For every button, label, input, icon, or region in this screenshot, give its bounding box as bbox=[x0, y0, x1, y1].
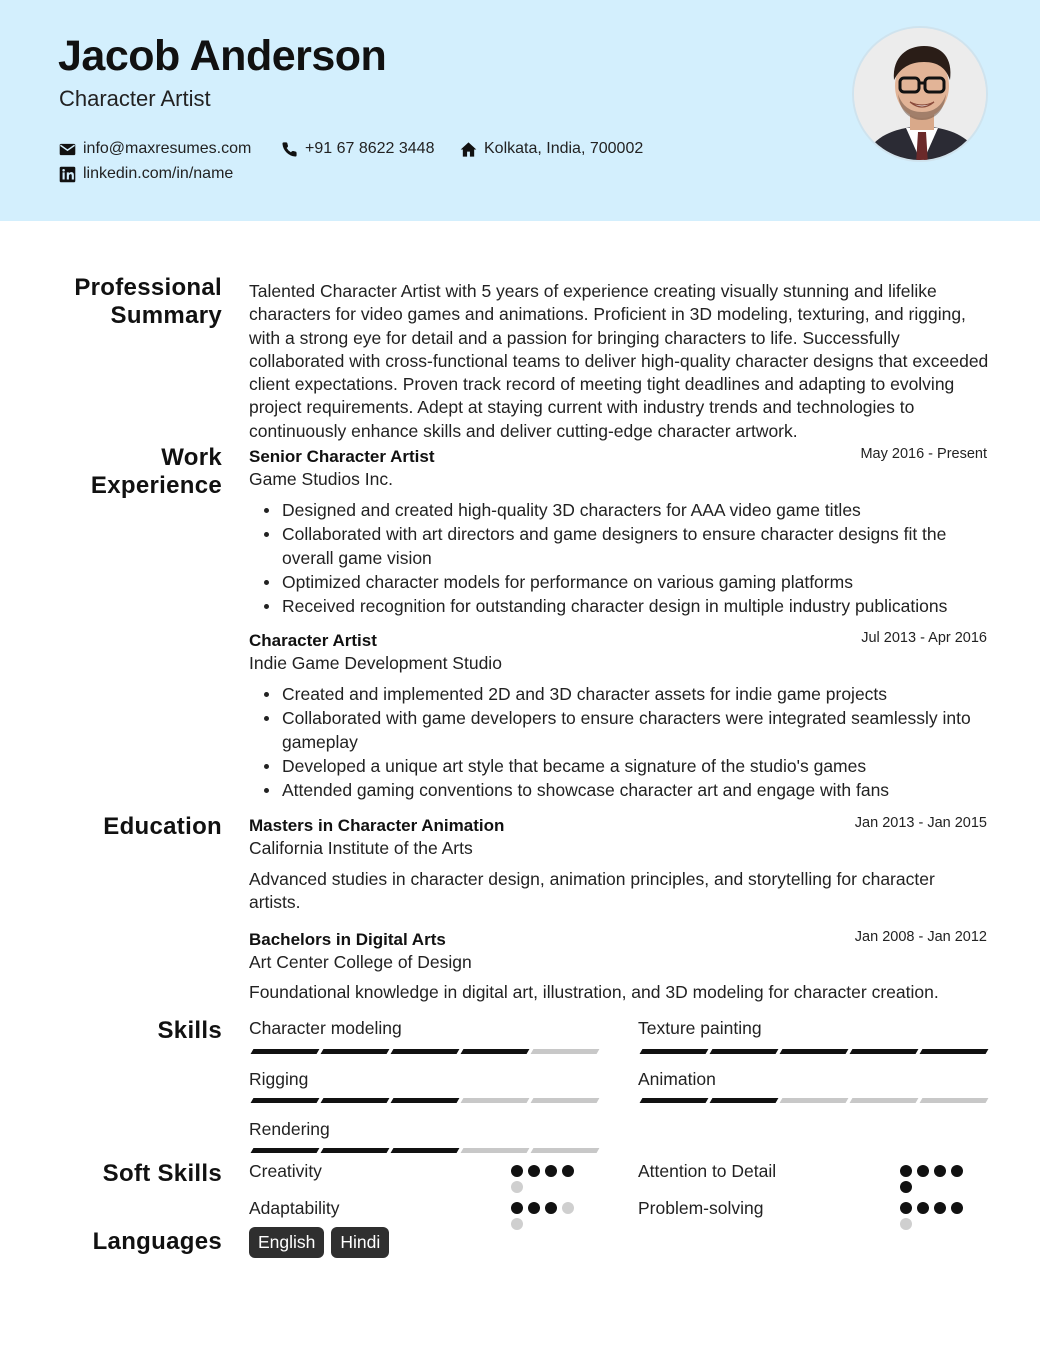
skill-level-segment bbox=[461, 1049, 530, 1054]
list-item: Designed and created high-quality 3D characters for AAA video game titles bbox=[282, 498, 992, 522]
job-date: Jul 2013 - Apr 2016 bbox=[861, 630, 987, 646]
skill-level-segment bbox=[461, 1098, 530, 1103]
section-title-work bbox=[91, 444, 222, 500]
list-item: Developed a unique art style that became a signature of the studio's games bbox=[282, 754, 992, 778]
degree-date: Jan 2008 - Jan 2012 bbox=[854, 929, 987, 945]
contact-email[interactable] bbox=[59, 140, 251, 158]
skill-level-segment bbox=[251, 1148, 320, 1153]
soft-skill-name: Problem-solving bbox=[638, 1198, 764, 1218]
rating-dot bbox=[900, 1165, 912, 1177]
skill-level-segment bbox=[780, 1098, 849, 1103]
rating-dot bbox=[934, 1202, 946, 1214]
skill-level-segment bbox=[920, 1049, 989, 1054]
rating-dot bbox=[511, 1181, 523, 1193]
phone-icon bbox=[281, 141, 298, 158]
soft-skill-name: Attention to Detail bbox=[638, 1161, 777, 1181]
rating-dot bbox=[511, 1202, 523, 1214]
skill-level-segment bbox=[321, 1049, 390, 1054]
rating-dot bbox=[528, 1165, 540, 1177]
skill-level-segment bbox=[321, 1148, 390, 1153]
candidate-title: Character Artist bbox=[59, 86, 211, 111]
degree-desc: Advanced studies in character design, animation principles, and storytelling for character artists. bbox=[249, 869, 935, 913]
degree-date: Jan 2013 - Jan 2015 bbox=[854, 815, 987, 831]
language-tag: English bbox=[249, 1227, 324, 1258]
rating-dot bbox=[900, 1218, 912, 1230]
skill-name: Character modeling bbox=[249, 1018, 402, 1038]
list-item: Attended gaming conventions to showcase character art and engage with fans bbox=[282, 778, 992, 802]
rating-dot bbox=[900, 1202, 912, 1214]
rating-dot bbox=[562, 1202, 574, 1214]
contact-phone[interactable] bbox=[281, 140, 434, 158]
list-item: Collaborated with art directors and game designers to ensure character designs fit the overall game vision bbox=[282, 522, 992, 570]
skill-level-segment bbox=[321, 1098, 390, 1103]
soft-skill-rating bbox=[900, 1202, 972, 1230]
summary-title-line2: Summary bbox=[110, 302, 222, 329]
summary-title-line1: Professional bbox=[74, 274, 222, 301]
contact-address bbox=[460, 140, 643, 158]
skill-level-segment bbox=[850, 1098, 919, 1103]
section-title-languages: Languages bbox=[92, 1228, 222, 1255]
skill-level-bar bbox=[641, 1098, 987, 1103]
degree-title: Bachelors in Digital Arts bbox=[249, 930, 446, 949]
skill-level-segment bbox=[251, 1049, 320, 1054]
linkedin-text: linkedin.com/in/name bbox=[83, 165, 234, 182]
candidate-name: Jacob Anderson bbox=[58, 32, 387, 80]
skill-level-segment bbox=[710, 1049, 779, 1054]
degree-desc: Foundational knowledge in digital art, illustration, and 3D modeling for character creation. bbox=[249, 982, 939, 1002]
skill-level-bar bbox=[252, 1049, 598, 1054]
soft-skill-rating bbox=[511, 1202, 583, 1230]
skill-level-segment bbox=[531, 1049, 600, 1054]
contact-linkedin[interactable] bbox=[59, 165, 233, 183]
skill-level-segment bbox=[251, 1098, 320, 1103]
list-item: Optimized character models for performance on various gaming platforms bbox=[282, 570, 992, 594]
address-text: Kolkata, India, 700002 bbox=[484, 140, 644, 157]
skill-level-bar bbox=[641, 1049, 987, 1054]
rating-dot bbox=[917, 1165, 929, 1177]
skill-level-bar bbox=[252, 1148, 598, 1153]
job-org: Game Studios Inc. bbox=[249, 469, 393, 489]
job-date: May 2016 - Present bbox=[860, 446, 987, 462]
skill-level-segment bbox=[710, 1098, 779, 1103]
skill-name: Animation bbox=[638, 1069, 716, 1089]
skill-name: Texture painting bbox=[638, 1018, 762, 1038]
job-bullets bbox=[282, 682, 992, 802]
job-bullets bbox=[282, 498, 992, 618]
section-title-education: Education bbox=[103, 813, 222, 840]
soft-skill-name: Adaptability bbox=[249, 1198, 340, 1218]
section-title-skills: Skills bbox=[157, 1017, 222, 1044]
job-org: Indie Game Development Studio bbox=[249, 653, 502, 673]
rating-dot bbox=[545, 1165, 557, 1177]
list-item: Created and implemented 2D and 3D character assets for indie game projects bbox=[282, 682, 992, 706]
skill-level-segment bbox=[391, 1148, 460, 1153]
rating-dot bbox=[511, 1165, 523, 1177]
list-item: Collaborated with game developers to ensure characters were integrated seamlessly into gameplay bbox=[282, 706, 992, 754]
skill-level-segment bbox=[640, 1049, 709, 1054]
summary-text: Talented Character Artist with 5 years of experience creating visually stunning and lifelike characters for video games and animations. Proficient in 3D modeling, texturing, and rigging, with a strong eye for detail and a passion for bringing characters to life. Successfully collaborated with cross-functional teams to deliver high-quality character designs that exceeded client expectations. Proven track record of meeting tight deadlines and adapting to evolving project requirements. Adept at staying current with industry trends and technologies to continuously enhance skills and deliver cutting-edge character artwork. bbox=[249, 281, 989, 441]
envelope-icon bbox=[59, 141, 76, 158]
phone-text: +91 67 8622 3448 bbox=[305, 140, 435, 157]
list-item: Received recognition for outstanding character design in multiple industry publications bbox=[282, 594, 992, 618]
skill-level-segment bbox=[391, 1049, 460, 1054]
rating-dot bbox=[545, 1202, 557, 1214]
degree-title: Masters in Character Animation bbox=[249, 816, 505, 835]
skill-level-segment bbox=[531, 1148, 600, 1153]
section-title-soft-skills: Soft Skills bbox=[102, 1160, 222, 1187]
profile-photo bbox=[852, 26, 988, 162]
skill-level-bar bbox=[252, 1098, 598, 1103]
language-tag: Hindi bbox=[331, 1227, 389, 1258]
resume-header bbox=[0, 0, 1040, 221]
skill-level-segment bbox=[391, 1098, 460, 1103]
rating-dot bbox=[951, 1202, 963, 1214]
email-text: info@maxresumes.com bbox=[83, 140, 252, 157]
rating-dot bbox=[562, 1165, 574, 1177]
skill-level-segment bbox=[780, 1049, 849, 1054]
skill-level-segment bbox=[920, 1098, 989, 1103]
rating-dot bbox=[900, 1181, 912, 1193]
home-icon bbox=[460, 141, 477, 158]
rating-dot bbox=[528, 1202, 540, 1214]
rating-dot bbox=[917, 1202, 929, 1214]
soft-skill-rating bbox=[900, 1165, 972, 1193]
skill-level-segment bbox=[531, 1098, 600, 1103]
soft-skill-rating bbox=[511, 1165, 583, 1193]
linkedin-icon bbox=[59, 166, 76, 183]
section-title-summary bbox=[74, 274, 222, 330]
rating-dot bbox=[934, 1165, 946, 1177]
school-name: California Institute of the Arts bbox=[249, 838, 473, 858]
job-title: Character Artist bbox=[249, 631, 377, 650]
skill-level-segment bbox=[640, 1098, 709, 1103]
skill-level-segment bbox=[461, 1148, 530, 1153]
job-title: Senior Character Artist bbox=[249, 447, 435, 466]
languages-list bbox=[249, 1227, 389, 1258]
school-name: Art Center College of Design bbox=[249, 952, 472, 972]
skill-name: Rendering bbox=[249, 1119, 330, 1139]
rating-dot bbox=[951, 1165, 963, 1177]
skill-level-segment bbox=[850, 1049, 919, 1054]
work-title-line1: Work bbox=[161, 444, 222, 471]
soft-skill-name: Creativity bbox=[249, 1161, 322, 1181]
skill-name: Rigging bbox=[249, 1069, 309, 1089]
rating-dot bbox=[511, 1218, 523, 1230]
work-title-line2: Experience bbox=[90, 472, 222, 499]
